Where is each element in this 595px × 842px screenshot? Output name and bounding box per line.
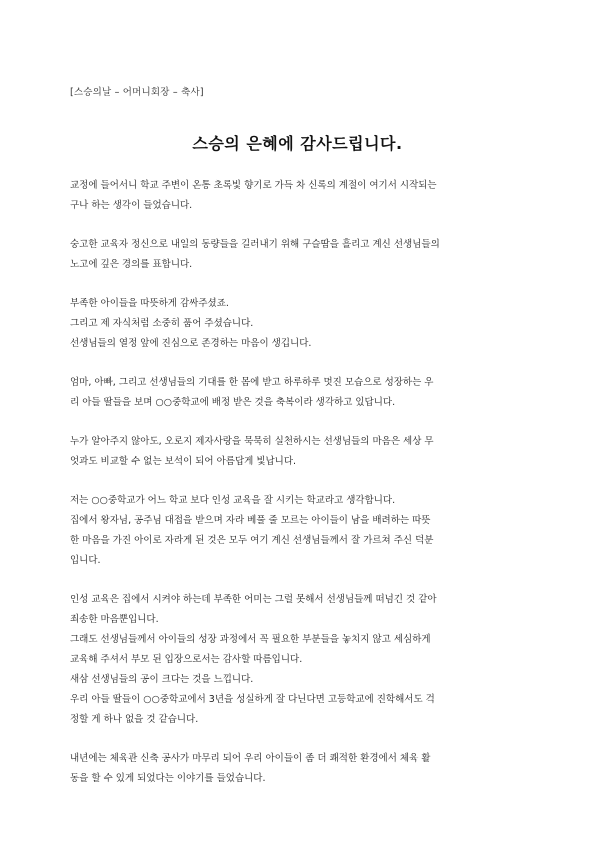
paragraph-line: 그리고 제 자식처럼 소중히 품어 주셨습니다.: [70, 318, 254, 329]
paragraph-line: 누가 알아주지 않아도, 오로지 제자사랑을 묵묵히 실천하시는 선생님들의 마음은 세상 무: [70, 436, 434, 447]
paragraph-line: 엇과도 비교할 수 없는 보석이 되어 아름답게 빛납니다.: [70, 456, 297, 467]
paragraph-line: 저는 ○○중학교가 어느 학교 보다 인성 교육을 잘 시키는 학교라고 생각합니다.: [70, 495, 396, 506]
document-category-tag: [스승의날 – 어머니회장 – 축사]: [70, 87, 204, 98]
paragraph-line: 죄송한 마음뿐입니다.: [70, 614, 159, 625]
paragraph: [70, 294, 525, 354]
paragraph-line: 선생님들의 열정 앞에 진심으로 존경하는 마음이 생깁니다.: [70, 338, 312, 349]
paragraph-line: 인성 교육은 집에서 시켜야 하는데 부족한 어미는 그럴 못해서 선생님들께 떠넘긴 것 같아: [70, 594, 437, 605]
paragraph-line: 내년에는 체육관 신축 공사가 마무리 되어 우리 아이들이 좀 더 쾌적한 환경에서 체육 활: [70, 753, 431, 764]
document-body: [70, 176, 525, 789]
paragraph-line: 부족한 아이들을 따뜻하게 감싸주셨죠.: [70, 298, 229, 309]
paragraph-line: 교정에 들어서니 학교 주변이 온통 초록빛 향기로 가득 차 신록의 계절이 여기서 시작되는: [70, 180, 437, 191]
paragraph: [70, 235, 525, 275]
paragraph-line: 그래도 선생님들께서 아이들의 성장 과정에서 꼭 필요한 부분들을 놓치지 않고 세심하게: [70, 634, 431, 645]
paragraph-line: 우리 아들 딸들이 ○○중학교에서 3년을 성실하게 잘 다닌다면 고등학교에 진학해서도 걱: [70, 694, 435, 705]
document-title: 스승의 은혜에 감사드립니다.: [192, 134, 403, 153]
paragraph: [70, 749, 525, 789]
paragraph-line: 구나 하는 생각이 들었습니다.: [70, 200, 193, 211]
paragraph-line: 새삼 선생님들의 공이 크다는 것을 느낍니다.: [70, 674, 254, 685]
paragraph-line: 숭고한 교육자 정신으로 내일의 동량들을 길러내기 위해 구슬땀을 흘리고 계신 선생님들의: [70, 239, 440, 250]
paragraph-line: 엄마, 아빠, 그리고 선생님들의 기대를 한 몸에 받고 하루하루 멋진 모습으로 성장하는 우: [70, 377, 434, 388]
paragraph-line: 한 마음을 가진 아이로 자라게 된 것은 모두 여기 계신 선생님들께서 잘 가르쳐 주신 덕분: [70, 535, 434, 546]
paragraph-line: 교육해 주셔서 부모 된 입장으로서는 감사할 따름입니다.: [70, 654, 303, 665]
paragraph-line: 집에서 왕자님, 공주님 대접을 받으며 자라 베풀 줄 모르는 아이들이 남을 배려하는 따뜻: [70, 515, 431, 526]
paragraph-line: 입니다.: [70, 555, 101, 566]
paragraph-line: 리 아들 딸들을 보며 ○○중학교에 배정 받은 것을 축복이라 생각하고 있답니다.: [70, 397, 396, 408]
paragraph: [70, 176, 525, 216]
paragraph-line: 노고에 깊은 경의를 표합니다.: [70, 259, 193, 270]
paragraph-line: 정할 게 하나 없을 것 같습니다.: [70, 714, 199, 725]
paragraph-line: 동을 할 수 있게 되었다는 이야기를 들었습니다.: [70, 773, 266, 784]
paragraph: [70, 373, 525, 413]
paragraph: [70, 432, 525, 472]
paragraph: [70, 590, 525, 730]
paragraph: [70, 491, 525, 571]
